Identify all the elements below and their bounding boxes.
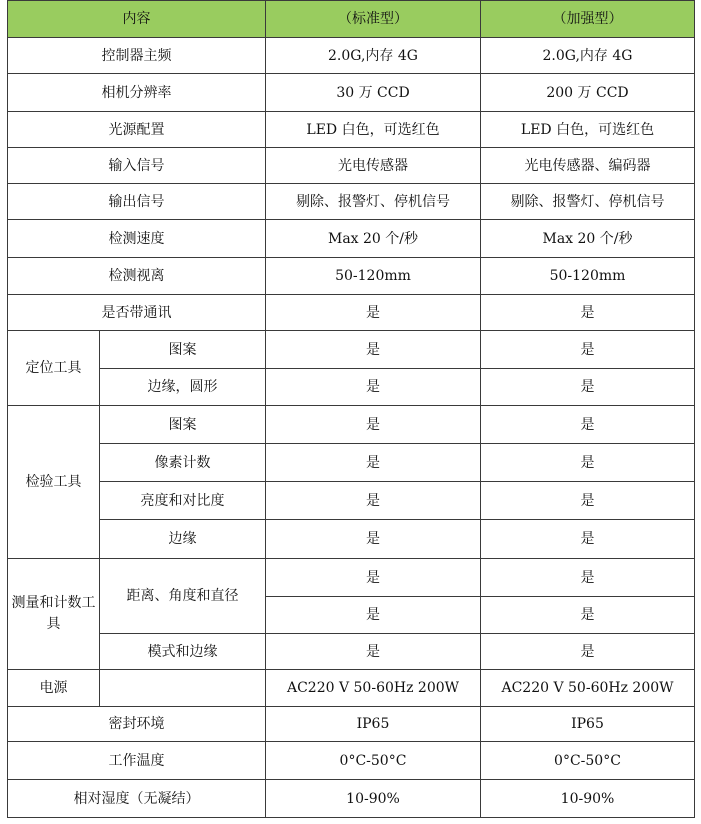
row-label: 密封环境 xyxy=(8,707,266,742)
row-label: 是否带通讯 xyxy=(8,295,266,331)
row-label: 模式和边缘 xyxy=(100,634,266,670)
cell-standard: Max 20 个/秒 xyxy=(266,220,481,258)
cell-standard: 是 xyxy=(266,597,481,634)
cell-standard: 是 xyxy=(266,559,481,597)
table-row xyxy=(8,634,695,670)
table-row xyxy=(8,780,695,818)
row-label: 输入信号 xyxy=(8,148,266,184)
header-standard: （标准型） xyxy=(266,1,481,38)
row-label: 距离、角度和直径 xyxy=(100,559,266,634)
cell-standard: 光电传感器 xyxy=(266,148,481,184)
cell-standard: 是 xyxy=(266,634,481,670)
cell-enhanced: IP65 xyxy=(481,707,695,742)
header-row xyxy=(8,1,695,38)
row-label: 边缘，圆形 xyxy=(100,369,266,406)
cell-standard: 是 xyxy=(266,482,481,520)
cell-enhanced: 是 xyxy=(481,369,695,406)
cell-standard: 10-90% xyxy=(266,780,481,818)
cell-standard: 剔除、报警灯、停机信号 xyxy=(266,184,481,220)
row-label: 电源 xyxy=(8,670,100,707)
cell-enhanced: 剔除、报警灯、停机信号 xyxy=(481,184,695,220)
header-item: 内容 xyxy=(8,1,266,38)
header-enhanced: （加强型） xyxy=(481,1,695,38)
cell-enhanced: 0°C-50°C xyxy=(481,742,695,780)
cell-enhanced: 是 xyxy=(481,597,695,634)
table-row xyxy=(8,742,695,780)
table-row xyxy=(8,670,695,707)
table-row xyxy=(8,406,695,444)
group-label-measurement: 测量和计数工具 xyxy=(8,559,100,670)
row-label: 像素计数 xyxy=(100,444,266,482)
table-row xyxy=(8,707,695,742)
cell-standard: 0°C-50°C xyxy=(266,742,481,780)
row-label: 相对湿度（无凝结） xyxy=(8,780,266,818)
row-label: 工作温度 xyxy=(8,742,266,780)
cell-enhanced: 200 万 CCD xyxy=(481,74,695,112)
table-row xyxy=(8,295,695,331)
cell-standard: 是 xyxy=(266,444,481,482)
cell-enhanced: LED 白色，可选红色 xyxy=(481,112,695,148)
table-row xyxy=(8,74,695,112)
cell-enhanced: 是 xyxy=(481,634,695,670)
row-label: 图案 xyxy=(100,406,266,444)
cell-enhanced: 光电传感器、编码器 xyxy=(481,148,695,184)
row-label: 输出信号 xyxy=(8,184,266,220)
cell-standard: IP65 xyxy=(266,707,481,742)
row-label: 图案 xyxy=(100,331,266,369)
table-row xyxy=(8,184,695,220)
row-label: 相机分辨率 xyxy=(8,74,266,112)
row-label: 亮度和对比度 xyxy=(100,482,266,520)
cell-enhanced: 是 xyxy=(481,482,695,520)
row-sublabel xyxy=(100,670,266,707)
cell-enhanced: 是 xyxy=(481,444,695,482)
row-label: 检测视离 xyxy=(8,258,266,295)
cell-enhanced: 2.0G,内存 4G xyxy=(481,38,695,74)
table-row xyxy=(8,220,695,258)
table-row xyxy=(8,258,695,295)
cell-enhanced: 50-120mm xyxy=(481,258,695,295)
spec-table xyxy=(7,0,695,818)
cell-standard: 30 万 CCD xyxy=(266,74,481,112)
cell-enhanced: 是 xyxy=(481,406,695,444)
group-label-positioning: 定位工具 xyxy=(8,331,100,406)
group-label-inspection: 检验工具 xyxy=(8,406,100,559)
cell-standard: 是 xyxy=(266,406,481,444)
table-row xyxy=(8,331,695,369)
cell-enhanced: 是 xyxy=(481,295,695,331)
cell-standard: LED 白色，可选红色 xyxy=(266,112,481,148)
table-row xyxy=(8,482,695,520)
table-row xyxy=(8,148,695,184)
cell-standard: 是 xyxy=(266,520,481,559)
cell-standard: 是 xyxy=(266,369,481,406)
table-row xyxy=(8,369,695,406)
cell-enhanced: 10-90% xyxy=(481,780,695,818)
cell-enhanced: Max 20 个/秒 xyxy=(481,220,695,258)
cell-enhanced: 是 xyxy=(481,520,695,559)
cell-standard: 是 xyxy=(266,331,481,369)
cell-enhanced: AC220 V 50-60Hz 200W xyxy=(481,670,695,707)
table-row xyxy=(8,444,695,482)
cell-standard: 2.0G,内存 4G xyxy=(266,38,481,74)
row-label: 检测速度 xyxy=(8,220,266,258)
cell-enhanced: 是 xyxy=(481,559,695,597)
row-label: 边缘 xyxy=(100,520,266,559)
cell-enhanced: 是 xyxy=(481,331,695,369)
row-label: 光源配置 xyxy=(8,112,266,148)
row-label: 控制器主频 xyxy=(8,38,266,74)
table-row xyxy=(8,559,695,597)
cell-standard: AC220 V 50-60Hz 200W xyxy=(266,670,481,707)
table-row xyxy=(8,38,695,74)
cell-standard: 是 xyxy=(266,295,481,331)
table-row xyxy=(8,112,695,148)
table-row xyxy=(8,520,695,559)
cell-standard: 50-120mm xyxy=(266,258,481,295)
